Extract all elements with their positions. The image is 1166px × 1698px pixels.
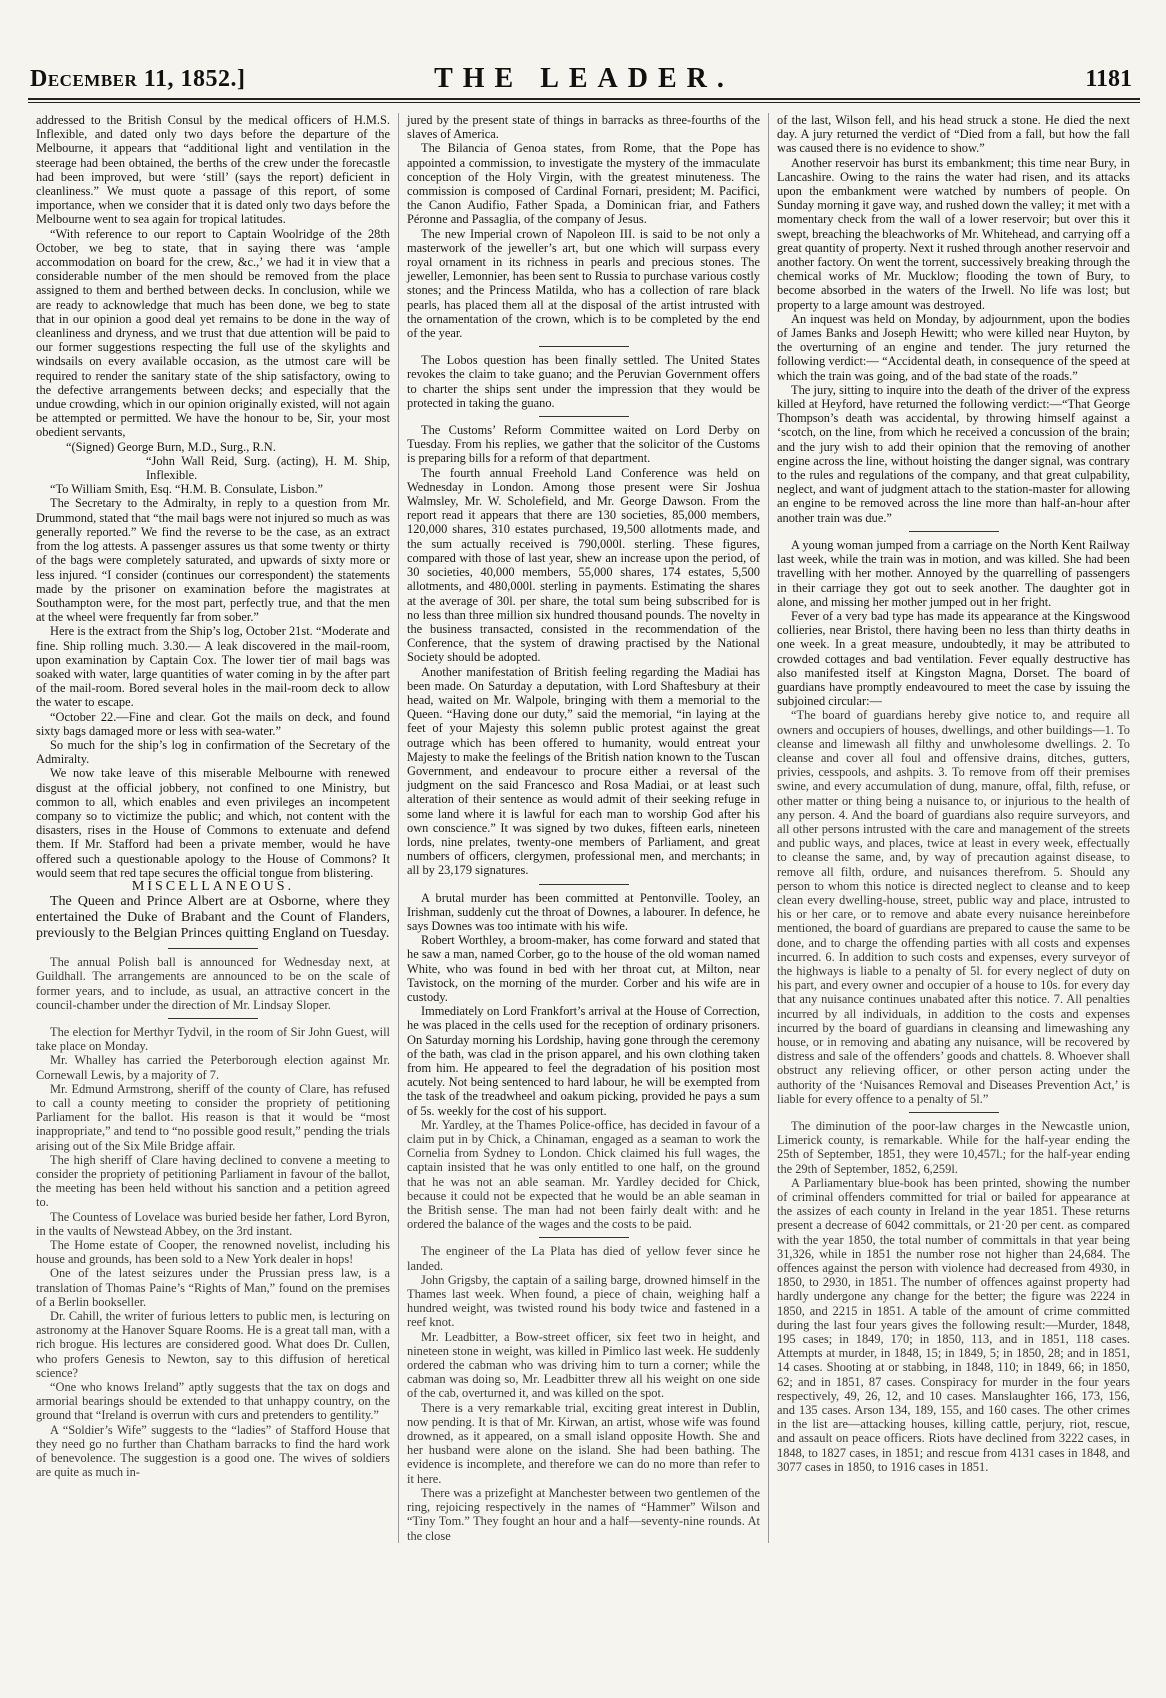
paragraph: A young woman jumped from a carriage on the North Kent Railway last week, while the train was in motion, and was killed. She had been travelling with her mother. Annoyed by the quarrelling of passengers in their carriage they got out to seek another. The daughter got in alone, and missing her mother jumped out in her fright. [777,537,1130,609]
paragraph: An inquest was held on Monday, by adjournment, upon the bodies of James Banks and Joseph Hewitt; who were killed near Huyton, by the overturning of an engine and tender. The jury returned the following verdict:— “Accidental death, in consequence of the speed at which the train was going, and of the bad state of the roads.” [777,311,1130,383]
signature-line: “John Wall Reid, Surg. (acting), H. M. Ship, Inflexible. [146,453,390,483]
page-number: 1181 [1085,66,1132,92]
paragraph: One of the latest seizures under the Prussian press law, is a translation of Thomas Paine’s “Rights of Man,” found on the premises of a Berlin bookseller. [36,1266,390,1309]
newspaper-title: THE LEADER. [434,63,734,94]
issue-date: December 11, 1852.] [30,66,246,92]
signature-line: “(Signed) George Burn, M.D., Surg., R.N. [66,439,276,454]
paragraph: Mr. Edmund Armstrong, sheriff of the county of Clare, has refused to call a county meeting to consider the propriety of petitioning Parliament for the ballot. His reason is that it would be “most inappropriate,” and tend to “no possible good result,” pending the trials arising out of the Six Mile Bridge affair. [36,1081,390,1153]
paragraph: The Customs’ Reform Committee waited on Lord Derby on Tuesday. From his replies, we gather that the solicitor of the Customs is preparing bills for a reform of that department. [407,423,760,466]
paragraph: John Grigsby, the captain of a sailing barge, drowned himself in the Thames last week. When found, a piece of chain, weighing half a hundred weight, was twisted round his body twice and fastened in a reef knot. [407,1272,760,1330]
section-heading: MISCELLANEOUS. [131,878,295,894]
paragraph: Robert Worthley, a broom-maker, has come forward and stated that he saw a man, named Corber, go to the house of the old woman named White, who was found in bed with her throat cut, at Milton, near Tavistock, on the morning of the murder. Corber and his wife are in custody. [407,933,760,1004]
separator-rule [539,1237,629,1238]
separator-rule [168,1018,258,1019]
paragraph: The high sheriff of Clare having declined to convene a meeting to consider the propriety of petitioning Parliament in favour of the ballot, the meeting has been held without his sanction and a petition agreed to. [36,1152,390,1210]
paragraph: A “Soldier’s Wife” suggests to the “ladies” of Stafford House that they need go no further than Chatham barracks to find the hard work of benevolence. The suggestion is a good one. The wives of soldiers are quite as much in- [36,1422,390,1480]
column-2 [398,113,768,1543]
address-line: “To William Smith, Esq. “H.M. B. Consulate, Lisbon.” [50,482,324,497]
paragraph: of the last, Wilson fell, and his head struck a stone. He died the next day. A jury returned the verdict of “Died from a fall, but how the fall was caused there is no evidence to show.” [777,113,1130,156]
separator-rule [909,531,999,532]
paragraph: Mr. Whalley has carried the Peterborough election against Mr. Cornewall Lewis, by a majority of 7. [36,1053,390,1082]
paragraph: “One who knows Ireland” aptly suggests that the tax on dogs and armorial bearings should be extended to that unhappy country, on the ground that “Ireland is overrun with curs and pretenders to gentility.” [36,1380,390,1423]
paragraph: “With reference to our report to Captain Woolridge of the 28th October, we beg to state, that in saying there was ‘ample accommodation on board for the crew, &c.,’ we had it in view that a considerable number of the men should be removed from the place assigned to them and berthed between decks. In conclusion, while we are ready to acknowledge that much has been done, we beg to state that in our opinion a good deal yet remains to be done in the way of cleanliness and dryness, and we trust that due attention will be paid to our former suggestions respecting the full use of the skylights and windsails on every available occasion, as the utmost care will be required to render the sanitary state of the ship satisfactory, owing to the defective arrangements between decks; and especially that the undue crowding, which in our opinion originally existed, will not again be attempted or permitted. We have the honour to be, Sir, your most obedient servants, [36,226,390,440]
paragraph: The Lobos question has been finally settled. The United States revokes the claim to take guano; and the Peruvian Government offers to charter the ships sent under the impression that they would be protected in taking the guano. [407,353,760,410]
paragraph: The new Imperial crown of Napoleon III. is said to be not only a masterwork of the jeweller’s art, but one which will surpass every royal ornament in its richness in pearls and precious stones. The jeweller, Lemonnier, has been sent to Russia to purchase various costly stones; and the Princess Matilda, who has a collection of rare black pearls, has placed them all at the disposal of the artist intrusted with the ornamentation of the crown, which is to be completed by the end of the year. [407,226,760,341]
paragraph: Immediately on Lord Frankfort’s arrival at the House of Correction, he was placed in the cells used for the reception of ordinary prisoners. On Saturday morning his Lordship, having gone through the ceremony of the bath, was clad in the prison apparel, and his own clothing taken from him. He appeared to feel the degradation of his position most acutely. Not being sentenced to hard labour, he will be exempted from the task of the treadwheel and oakum picking, provided he pays a sum of 5s. weekly for the cost of his support. [407,1004,760,1118]
paragraph: The jury, sitting to inquire into the death of the driver of the express killed at Heyford, have returned the following verdict:—“That George Thompson’s death was accidental, by throwing himself against a ‘scotch, on the line, from which he received a concussion of the brain; and the jury wish to add their opinion that the removing of another engine across the line, without hoisting the danger signal, was contrary to the rules and regulations of the company, and that great culpability, neglect, and want of judgment attach to the station-master for allowing an engine to be removed across the line more than half-an-hour after another train was due.” [777,382,1130,525]
masthead [28,58,1140,100]
paragraph: The annual Polish ball is announced for Wednesday next, at Guildhall. The arrangements are announced to be on the scale of former years, and to include, as usual, an attractive concert in the council-chamber under the direction of Mr. Lindsay Sloper. [36,955,390,1012]
paragraph: The Home estate of Cooper, the renowned novelist, including his house and grounds, has been sold to a New York dealer in hops! [36,1238,390,1267]
separator-rule [539,416,629,417]
circular-text: “The board of guardians hereby give notice to, and require all owners and occupiers of houses, dwellings, and other buildings—1. To cleanse and limewash all filthy and unwholesome dwellings. 2. To cleanse and cover all foul and offensive drains, ditches, gutters, privies, cesspools, and ashpits. 3. To remove from off their premises swine, and every accumulation of dung, manure, offal, filth, refuse, or other matter or thing being a nuisance to, or injurious to the health of any person. 4. And the board of guardians also require surveyors, and all other persons intrusted with the care and management of the streets and public ways, and places, twice at least in every week, effectually to cleanse the same, and, by way of precaution against disease, to remove all filth, ordure, and nuisances therefrom. 5. Should any person to whom this notice is directed neglect to cleanse and to keep clean every dwelling-house, street, public way and place, intrusted to his or her care, or to remove and abate every nuisance hereinbefore mentioned, the board of guardians are prepared to cause the same to be done, and to charge the offending parties with all costs and expenses incurred. 6. In addition to such costs and expenses, every surveyor of the highways is liable to a penalty of 5l. for every neglect of duty on his part, and every owner and occupier of a house to 10s. for every day that any nuisance continues unabated after this notice. 7. All penalties incurred by all individuals, in addition to the costs and expenses incurred by the board of guardians in cleansing and limewashing any house, or in removing and abating any nuisance, will be recovered by distress and sale of the offenders’ goods and chattels. 8. Whoever shall obstruct any relieving officer, or other person acting under the authority of the ‘Nuisances Removal and Diseases Prevention Act,’ is liable for every offence to a penalty of 5l.” [777,708,1130,1106]
paragraph: So much for the ship’s log in confirmation of the Secretary of the Admiralty. [36,737,390,767]
paragraph: jured by the present state of things in barracks as three-fourths of the slaves of America. [407,113,760,142]
paragraph: Another manifestation of British feeling regarding the Madiai has been made. On Saturday a deputation, with Lord Shaftesbury at their head, waited on Mr. Walpole, bringing with them a memorial to the Queen. “Having done our duty,” said the memorial, “in laying at the feet of your Majesty this solemn public protest against the great outrage which has been offered to humanity, would entreat your Majesty to make the feelings of the British nation known to the Tuscan Government, and endeavour to procure either a reversal of the judgment on the said Francesco and Rosa Madiai, or at least such alteration of their sentence as would admit of their seeking refuge in some land where it is lawful for each man to worship God after his own conscience.” It was signed by two dukes, fifteen earls, nineteen lords, nine prelates, twenty-one members of Parliament, and great numbers of officers, clergymen, professional men, and merchants; in all by 23,179 signatures. [407,664,760,878]
masthead-rule [28,102,1140,103]
paragraph: There was a prizefight at Manchester between two gentlemen of the ring, rejoicing respectively in the names of “Hammer” Wilson and “Tiny Tom.” They fought an hour and a half—seventy-nine rounds. At the close [407,1485,760,1543]
paragraph: addressed to the British Consul by the medical officers of H.M.S. Inflexible, and dated only two days before the departure of the Melbourne, it appears that “additional light and ventilation in the steerage had been obtained, the berths of the crew under the forecastle had been improved, but were ‘still’ (says the report) deficient in cleanliness.” We must quote a passage of this report, of some importance, when we consider that it is dated only two days before the Melbourne went to sea again for tropical latitudes. [36,113,390,227]
paragraph: Dr. Cahill, the writer of furious letters to public men, is lecturing on astronomy at the Hanover Square Rooms. He is a great tall man, with a rich brogue. His lectures are considered good. What does Dr. Cullen, who profers Genesis to Newton, say to this diffusion of heretical science? [36,1309,390,1380]
separator-rule [168,948,258,949]
paragraph: The Countess of Lovelace was buried beside her father, Lord Byron, in the vaults of Newstead Abbey, on the 3rd instant. [36,1209,390,1238]
separator-rule [539,884,629,885]
paragraph: Here is the extract from the Ship’s log, October 21st. “Moderate and fine. Ship rolling much. 3.30.— A leak discovered in the mail-room, upon examination by Captain Cox. The lower tier of mail bags was soaked with water, large quantities of water coming in by the after part of the mail-room. Bored several holes in the mail-room deck to allow the water to escape. [36,624,390,710]
paragraph: A brutal murder has been committed at Pentonville. Tooley, an Irishman, suddenly cut the throat of Downes, a labourer. In defence, he says Downes was too intimate with his wife. [407,890,760,933]
paragraph: The diminution of the poor-law charges in the Newcastle union, Limerick county, is remarkable. While for the half-year ending the 25th of September, 1851, they were 10,457l.; for the half-year ending the 29th of September, 1852, 6,259l. [777,1119,1130,1176]
paragraph: The engineer of the La Plata has died of yellow fever since he landed. [407,1244,760,1273]
paragraph: The Queen and Prince Albert are at Osborne, where they entertained the Duke of Brabant and the Count of Flanders, previously to the Belgian Princes quitting England on Tuesday. [36,894,390,942]
column-1 [28,113,398,1543]
paragraph: We now take leave of this miserable Melbourne with renewed disgust at the official jobbery, not confined to one Ministry, but common to all, which enables and even privileges an incompetent company so to victimize the public; and which, not content with the disasters, rises in the House of Commons to extenuate and defend them. If Mr. Stafford had been a private member, would he have offered such a questionable apology to the House of Commons? It would seem that red tape secures the official tongue from blistering. [36,766,390,880]
separator-rule [539,346,629,347]
paragraph: A Parliamentary blue-book has been printed, showing the number of criminal offenders committed for trial or bailed for appearance at the assizes of each county in Ireland in the year 1851. These returns present a decrease of 6042 committals, or 21·20 per cent. as compared with the year 1850, the total number of committals in that year being 31,326, while in 1851 the number rose not higher than 24,684. The offences against the person with violence had decreased from 4930, in 1850, to 2930, in 1851. The number of offences against property had hardly undergone any change for the better; the figure was 2224 in 1850, and 2215 in 1851. A table of the amount of crime committed during the last four years gives the following result:—Murder, 1848, 195 cases; in 1849, 170; in 1850, 113, and in 1851, 118 cases. Attempts at murder, in 1848, 15; in 1849, 5; in 1850, 28; and in 1851, 14 cases. Shooting at or stabbing, in 1848, 110; in 1849, 66; in 1850, 62; and in 1851, 87 cases. Conspiracy for murder in the four years respectively, 49, 26, 12, and 10 cases. Manslaughter 166, 173, 156, and 135 cases. Arson 134, 189, 155, and 160 cases. The other crimes in the list are—attacking houses, killing cattle, perjury, riot, rescue, and assault on peace officers. Riots have declined from 3222 cases, in 1848, to 1827 cases, in 1851; and rescue from 4131 cases in 1848, and 3077 cases in 1850, to 1916 cases in 1851. [777,1175,1130,1474]
column-3 [768,113,1138,1543]
paragraph: Mr. Yardley, at the Thames Police-office, has decided in favour of a claim put in by Chick, a Chinaman, engaged as a seaman to work the Cornelia from Sydney to London. Chick claimed his full wages, the captain insisted that he was only entitled to one half, on the ground that he was not an able seaman. Mr. Yardley decided for Chick, because it could not be expected that he would be an able seaman in the British sense. The man had not been fairly dealt with: and he ordered the balance of the wages and the costs to be paid. [407,1117,760,1232]
paragraph: Another reservoir has burst its embankment; this time near Bury, in Lancashire. Owing to the rains the water had risen, and its attacks upon the embankment were watched by numbers of people. On Sunday morning it gave way, and rushed down the valley; it met with a momentary check from the wall of a lower reservoir; but over this it swept, breaching the bleachworks of Mr. Whitehead, and carrying off a great quantity of property. Next it rushed through another reservoir and another factory. On went the torrent, successively breaking through the chemical works of Mr. Mucklow; flooding the town of Bury, to become absorbed in the waters of the Irwell. No life was lost; but property to a large amount was destroyed. [777,155,1130,312]
separator-rule [909,1112,999,1113]
article-columns [28,113,1140,1543]
paragraph: The Bilancia of Genoa states, from Rome, that the Pope has appointed a commission, to investigate the mystery of the immaculate conception of the Holy Virgin, with the greatest minuteness. The commission is composed of Cardinal Fornari, president; M. Pacifici, the Canon Audifio, Father Spada, a Dominican friar, and Fathers Péronne and Passaglia, of the company of Jesus. [407,141,760,227]
paragraph: The election for Merthyr Tydvil, in the room of Sir John Guest, will take place on Monday. [36,1024,390,1054]
paragraph: There is a very remarkable trial, exciting great interest in Dublin, now pending. It is that of Mr. Kirwan, an artist, whose wife was found drowned, as it appeared, on a small island opposite Howth. She and her husband were alone on the island. She had been bathing. The evidence is incomplete, and therefore we can do no more than refer to it here. [407,1400,760,1486]
paragraph: Fever of a very bad type has made its appearance at the Kingswood collieries, near Bristol, there having been no less than thirty deaths in one week. In a great measure, undoubtedly, it may be attributed to crowded cottages and bad ventilation. Fever equally destructive has also manifested itself at Kingston Magna, Dorset. The board of guardians have promptly endeavoured to meet the case by issuing the subjoined circular:— [777,608,1130,709]
paragraph: Mr. Leadbitter, a Bow-street officer, six feet two in height, and nineteen stone in weight, was killed in Pimlico last week. He suddenly ordered the cabman who was driving him to turn a corner; while the cabman was doing so, Mr. Leadbitter threw all his weight on one side of the cab, overturned it, and was killed on the spot. [407,1329,760,1401]
paragraph: “October 22.—Fine and clear. Got the mails on deck, and found sixty bags damaged more or less with sea-water.” [36,709,390,738]
paragraph: The fourth annual Freehold Land Conference was held on Wednesday in London. Among those present were Sir Joshua Walmsley, Mr. W. Scholefield, and Mr. George Dawson. From the report read it appears that there are 130 societies, 85,000 members, 120,000 shares, 310 estates purchased, 19,500 allotments made, and the sum actually received is 790,000l. sterling. These figures, compared with those of last year, shew an increase upon the period, of 30 societies, 40,000 members, 55,000 shares, 174 estates, 5,500 allotments, and 480,000l. sterling in payments. Estimating the shares at the average of 30l. per share, the total sum being subscribed for is no less than three million six hundred thousand pounds. The novelty in the business transacted, consisted in the recommendation of the Conference, that the system of drawing practised by the National Society should be adopted. [407,465,760,665]
paragraph: The Secretary to the Admiralty, in reply to a question from Mr. Drummond, stated that “the mail bags were not injured so much as was generally reported.” We find the reverse to be the case, as an extract from the log attests. A passenger assures us that some twenty or thirty of the bags were completely saturated, and upwards of sixty more or less injured. “I consider (continues our correspondent) the statements made by the prisoner on examination before the magistrates at Southampton were, for the most part, perfectly true, and that the men at the wheel were frequently far from sober.” [36,496,390,625]
